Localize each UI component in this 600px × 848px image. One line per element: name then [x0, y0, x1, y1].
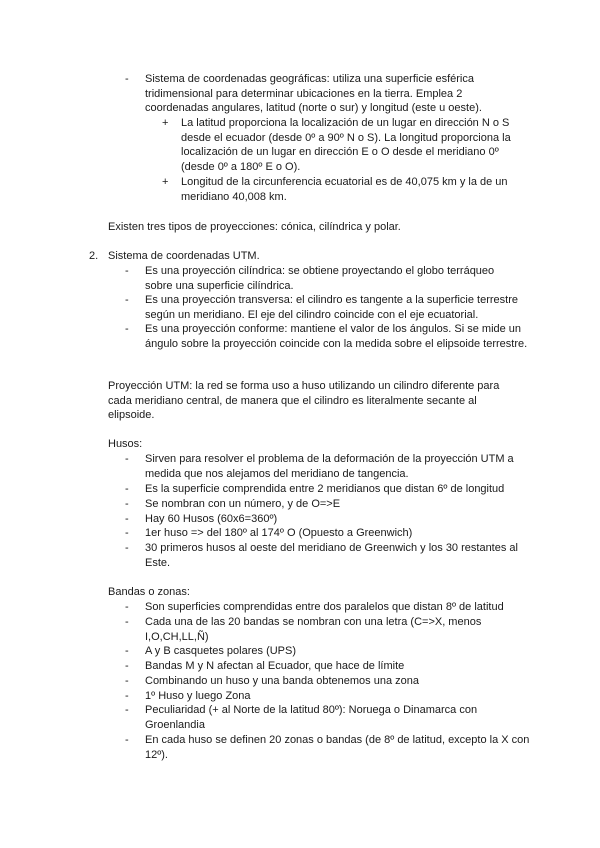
- bullet-dash: -: [125, 660, 129, 672]
- bullet-dash: -: [125, 527, 129, 539]
- husos-item: Hay 60 Husos (60x6=360º): [145, 513, 278, 525]
- sub-bullet-latitude-longitude: La latitud proporciona la localización de un lugar en dirección N o S desde el ecuador (desde 0º a 90º N o S). La longitud proporciona la localización de un lugar en dirección E o O desde el meridiano 0º (desde 0º a 180º E o O).: [181, 117, 511, 174]
- bullet-dash: -: [125, 704, 129, 716]
- bandas-item: Combinando un huso y una banda obtenemos una zona: [145, 675, 419, 687]
- bandas-item: Bandas M y N afectan al Ecuador, que hace de límite: [145, 660, 405, 672]
- projections-paragraph: Existen tres tipos de proyecciones: cónica, cilíndrica y polar.: [108, 221, 401, 233]
- bullet-dash: -: [125, 498, 129, 510]
- bullet-dash: -: [125, 542, 129, 554]
- bandas-item: En cada huso se definen 20 zonas o bandas (de 8º de latitud, excepto la X con 12º).: [145, 734, 530, 761]
- section-title: Sistema de coordenadas UTM.: [108, 250, 260, 262]
- utm-item-cylindrical: Es una proyección cilíndrica: se obtiene proyectando el globo terráqueo sobre una superficie cilíndrica.: [145, 265, 495, 292]
- bullet-dash: -: [125, 601, 129, 613]
- bullet-dash: -: [125, 616, 129, 628]
- husos-item: 1er huso => del 180º al 174º O (Opuesto a Greenwich): [145, 527, 413, 539]
- bullet-dash: -: [125, 675, 129, 687]
- bullet-dash: -: [125, 453, 129, 465]
- utm-projection-paragraph: Proyección UTM: la red se forma uso a huso utilizando un cilindro diferente para cada meridiano central, de manera que el cilindro es literalmente secante al elipsoide.: [108, 380, 500, 422]
- bandas-heading: Bandas o zonas:: [108, 586, 190, 598]
- bullet-dash: -: [125, 734, 129, 746]
- sub-bullet-circumference: Longitud de la circunferencia ecuatorial es de 40,075 km y la de un meridiano 40,008 km.: [181, 176, 508, 203]
- husos-item: 30 primeros husos al oeste del meridiano de Greenwich y los 30 restantes al Este.: [145, 542, 518, 569]
- sub-bullet-plus: +: [162, 117, 169, 129]
- bullet-dash: -: [125, 513, 129, 525]
- utm-item-conformal: Es una proyección conforme: mantiene el valor de los ángulos. Si se mide un ángulo sobre la proyección coincide con la medida sobre el elipsoide terrestre.: [145, 323, 528, 350]
- husos-item: Se nombran con un número, y de O=>E: [145, 498, 341, 510]
- bandas-item: Cada una de las 20 bandas se nombran con una letra (C=>X, menos I,O,CH,LL,Ñ): [145, 616, 482, 643]
- utm-item-transverse: Es una proyección transversa: el cilindro es tangente a la superficie terrestre según un meridiano. El eje del cilindro coincide con el eje ecuatorial.: [145, 294, 518, 321]
- sub-bullet-plus: +: [162, 176, 169, 188]
- bullet-dash: -: [125, 483, 129, 495]
- husos-heading: Husos:: [108, 438, 143, 450]
- bandas-item: 1º Huso y luego Zona: [145, 690, 251, 702]
- bullet-dash: -: [125, 645, 129, 657]
- bullet-geo-coordinates: Sistema de coordenadas geográficas: utiliza una superficie esférica tridimensional para determinar ubicaciones en la tierra. Emplea 2 coordenadas angulares, latitud (norte o sur) y longitud (este u oeste).: [145, 73, 482, 115]
- bandas-item: Son superficies comprendidas entre dos paralelos que distan 8º de latitud: [145, 601, 504, 613]
- bullet-dash: -: [125, 265, 129, 277]
- bullet-dash: -: [125, 690, 129, 702]
- bullet-dash: -: [125, 294, 129, 306]
- husos-item: Es la superficie comprendida entre 2 meridianos que distan 6º de longitud: [145, 483, 505, 495]
- bandas-item: A y B casquetes polares (UPS): [145, 645, 297, 657]
- husos-item: Sirven para resolver el problema de la deformación de la proyección UTM a medida que nos alejamos del meridiano de tangencia.: [145, 453, 514, 480]
- bandas-item: Peculiaridad (+ al Norte de la latitud 80º): Noruega o Dinamarca con Groenlandia: [145, 704, 478, 731]
- bullet-dash: -: [125, 323, 129, 335]
- bullet-dash: -: [125, 73, 129, 85]
- section-number: 2.: [89, 250, 99, 262]
